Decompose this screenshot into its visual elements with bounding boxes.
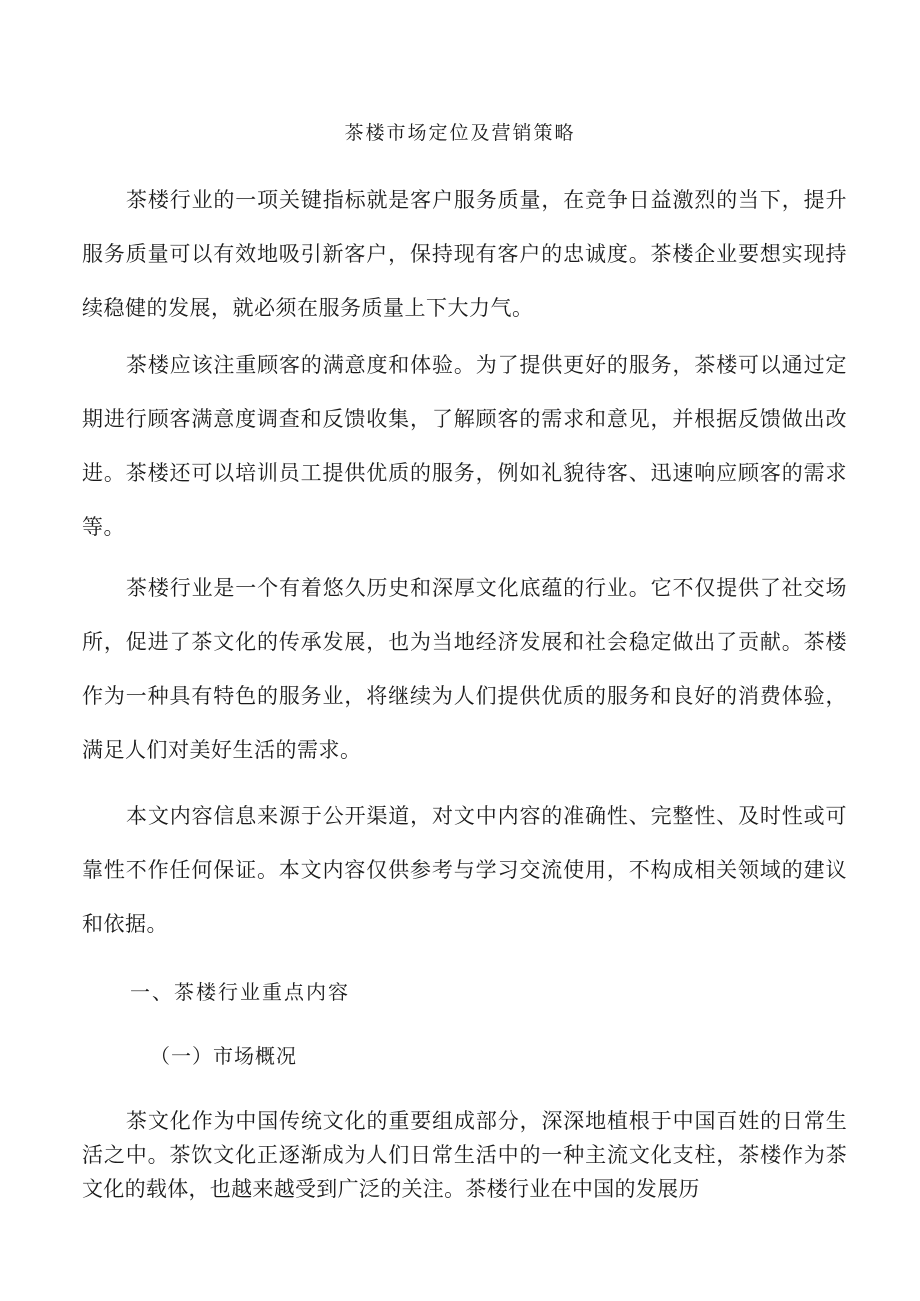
paragraph-market-overview: 茶文化作为中国传统文化的重要组成部分，深深地植根于中国百姓的日常生活之中。茶饮文化正逐渐成为人们日常生活中的一种主流文化支柱，茶楼作为茶文化的载体，也越来越受到广泛的关注。茶楼行业在中国的发展历 [82, 1109, 847, 1201]
paragraph-service-quality: 茶楼行业的一项关键指标就是客户服务质量，在竞争日益激烈的当下，提升服务质量可以有效地吸引新客户，保持现有客户的忠诚度。茶楼企业要想实现持续稳健的发展，就必须在服务质量上下大力气。 [82, 188, 847, 320]
paragraph-disclaimer: 本文内容信息来源于公开渠道，对文中内容的准确性、完整性、及时性或可靠性不作任何保证。本文内容仅供参考与学习交流使用，不构成相关领域的建议和依据。 [82, 804, 847, 936]
paragraph-industry-history: 茶楼行业是一个有着悠久历史和深厚文化底蕴的行业。它不仅提供了社交场所，促进了茶文化的传承发展，也为当地经济发展和社会稳定做出了贡献。茶楼作为一种具有特色的服务业，将继续为人们提供优质的服务和良好的消费体验，满足人们对美好生活的需求。 [82, 576, 847, 762]
subsection-heading: （一）市场概况 [150, 1044, 297, 1068]
section-heading: 一、茶楼行业重点内容 [130, 980, 350, 1004]
paragraph-customer-satisfaction: 茶楼应该注重顾客的满意度和体验。为了提供更好的服务，茶楼可以通过定期进行顾客满意度调查和反馈收集，了解顾客的需求和意见，并根据反馈做出改进。茶楼还可以培训员工提供优质的服务，例如礼貌待客、迅速响应顾客的需求等。 [82, 353, 847, 539]
document-title: 茶楼市场定位及营销策略 [344, 122, 576, 144]
